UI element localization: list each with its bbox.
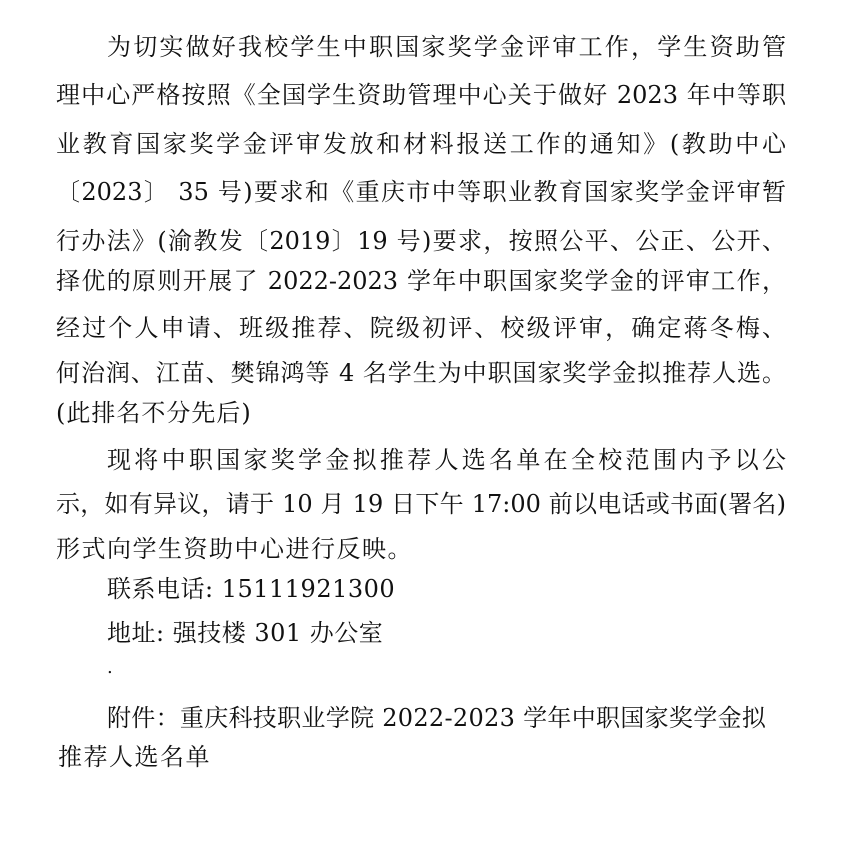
attachment-line-1: 附件：重庆科技职业学院 2022-2023 学年中职国家奖学金拟 bbox=[107, 704, 767, 732]
paragraph1-line-2: 理中心严格按照《全国学生资助管理中心关于做好 2023 年中等职 bbox=[56, 81, 786, 109]
paragraph1-line-8: 何治润、江苗、樊锦鸿等 4 名学生为中职国家奖学金拟推荐人选。 bbox=[56, 359, 786, 387]
paragraph1-line-9: (此排名不分先后) bbox=[56, 399, 252, 427]
paragraph1-line-5: 行办法》(渝教发〔2019〕19 号)要求，按照公平、公正、公开、 bbox=[56, 227, 786, 255]
paragraph2-line-3: 形式向学生资助中心进行反映。 bbox=[56, 535, 413, 563]
contact-phone: 联系电话: 15111921300 bbox=[107, 575, 396, 603]
stray-dot: . bbox=[107, 657, 115, 678]
paragraph2-line-2: 示，如有异议，请于 10 月 19 日下午 17:00 前以电话或书面(署名) bbox=[56, 490, 786, 518]
paragraph2-line-1: 现将中职国家奖学金拟推荐人选名单在全校范围内予以公 bbox=[107, 446, 786, 474]
paragraph1-line-4: 〔2023〕 35 号)要求和《重庆市中等职业教育国家奖学金评审暂 bbox=[56, 178, 786, 206]
attachment-line-2: 推荐人选名单 bbox=[58, 743, 211, 771]
paragraph1-line-1: 为切实做好我校学生中职国家奖学金评审工作，学生资助管 bbox=[107, 33, 786, 61]
paragraph1-line-3: 业教育国家奖学金评审发放和材料报送工作的通知》(教助中心 bbox=[56, 130, 786, 158]
paragraph1-line-7: 经过个人申请、班级推荐、院级初评、校级评审，确定蒋冬梅、 bbox=[56, 314, 786, 342]
paragraph1-line-6: 择优的原则开展了 2022-2023 学年中职国家奖学金的评审工作， bbox=[56, 267, 786, 295]
contact-address: 地址: 强技楼 301 办公室 bbox=[107, 619, 384, 647]
